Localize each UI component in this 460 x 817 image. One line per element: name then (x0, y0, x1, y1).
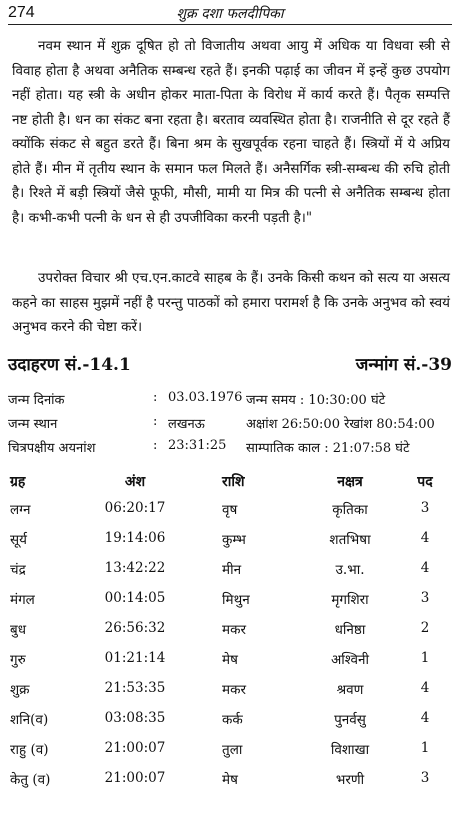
cell-rashi: मीन (222, 562, 242, 578)
column-header-nakshatra: नक्षत्र (337, 474, 363, 490)
birth-detail-colon: : (153, 414, 158, 429)
cell-ansh: 03:08:35 (104, 710, 166, 726)
cell-pad: 4 (420, 680, 430, 696)
cell-rashi: तुला (222, 742, 243, 758)
cell-graha: मंगल (10, 592, 35, 608)
table-row (0, 620, 460, 648)
cell-pad: 3 (420, 590, 430, 606)
header-rule (8, 24, 452, 25)
running-title: शुक्र दशा फलदीपिका (176, 6, 284, 22)
cell-nakshatra: कृतिका (332, 502, 368, 518)
cell-pad: 1 (420, 650, 430, 666)
cell-pad: 4 (420, 560, 430, 576)
cell-pad: 3 (420, 770, 430, 786)
birth-detail-row (8, 438, 452, 458)
quote-paragraph: नवम स्थान में शुक्र दूषित हो तो विजातीय अथवा आयु में अधिक या विधवा स्त्री से विवाह होता है अथवा अनैतिक सम्बन्ध रहते हैं। इनकी पढ़ाई का जीवन में इन्हें कुछ उपयोग नहीं होता। यह स्त्री के अधीन होकर माता-पिता के विरोध में कार्य करते हैं। पैतृक सम्पत्ति नष्ट होती है। धन का संकट बना रहता है। बरताव व्यवस्थित होता है। राजनीति से दूर रहते हैं क्योंकि संकट से बहुत डरते हैं। बिना श्रम के सुखपूर्वक रहना चाहते हैं। स्त्रियों में ये अप्रिय होते हैं। मीन में तृतीय स्थान के समान फल मिलते हैं। अनैसर्गिक स्त्री-सम्बन्ध की रुचि होती है। रिश्ते में बड़ी स्त्रियों जैसे फूफी, मौसी, मामी या मित्र की पत्नी से अनैतिक सम्बन्ध होता है। कभी-कभी पत्नी के धन से ही उपजीविका करनी पड़ती है।" (12, 38, 450, 226)
birth-detail-label: चित्रपक्षीय अयनांश (8, 441, 96, 456)
table-row (0, 680, 460, 708)
cell-rashi: मेष (222, 652, 238, 668)
remark-paragraph: उपरोक्त विचार श्री एच.एन.काटवे साहब के हैं। उनके किसी कथन को सत्य या असत्य कहने का साहस मुझमें नहीं है परन्तु पाठकों को हमारा परामर्श है कि उनके अनुभव को स्वयं अनुभव करने की चेष्टा करें। (12, 270, 450, 335)
cell-rashi: कर्क (222, 712, 243, 728)
cell-graha: बुध (10, 622, 27, 638)
birth-detail-right: साम्पातिक काल : 21:07:58 घंटे (246, 441, 410, 456)
cell-rashi: वृष (222, 502, 238, 518)
page-number: 274 (8, 4, 35, 21)
birth-detail-colon: : (153, 438, 158, 453)
column-header-graha: ग्रह (10, 474, 26, 490)
cell-pad: 2 (420, 620, 430, 636)
cell-rashi: मकर (222, 682, 246, 698)
table-row (0, 740, 460, 768)
birth-detail-row (8, 390, 452, 410)
cell-ansh: 21:00:07 (104, 770, 166, 786)
cell-ansh: 13:42:22 (104, 560, 166, 576)
cell-rashi: मेष (222, 772, 238, 788)
example-number: उदाहरण सं.-14.1 (8, 355, 131, 375)
cell-ansh: 19:14:06 (104, 530, 166, 546)
cell-nakshatra: भरणी (335, 772, 365, 788)
birth-detail-label: जन्म दिनांक (8, 393, 65, 408)
cell-ansh: 00:14:05 (104, 590, 166, 606)
cell-nakshatra: धनिष्ठा (334, 622, 366, 638)
cell-nakshatra: श्रवण (336, 682, 364, 698)
cell-ansh: 06:20:17 (104, 500, 166, 516)
birth-detail-value: 23:31:25 (168, 438, 227, 453)
cell-nakshatra: शतभिषा (329, 532, 371, 548)
cell-graha: राहु (व) (10, 742, 49, 758)
table-row (0, 650, 460, 678)
horoscope-number: जन्मांग सं.-39 (355, 355, 452, 375)
cell-ansh: 26:56:32 (104, 620, 166, 636)
column-header-rashi: राशि (222, 474, 245, 490)
cell-pad: 1 (420, 740, 430, 756)
cell-nakshatra: उ.भा. (335, 562, 365, 578)
birth-detail-colon: : (153, 390, 158, 405)
table-row (0, 770, 460, 798)
table-row (0, 590, 460, 618)
birth-detail-value: लखनऊ (168, 417, 205, 432)
cell-nakshatra: पुनर्वसु (334, 712, 366, 728)
cell-pad: 3 (420, 500, 430, 516)
birth-detail-label: जन्म स्थान (8, 417, 58, 432)
table-row (0, 560, 460, 588)
column-header-ansh: अंश (124, 474, 146, 490)
table-row (0, 530, 460, 558)
birth-detail-right: अक्षांश 26:50:00 रेखांश 80:54:00 (246, 417, 435, 432)
cell-rashi: मकर (222, 622, 246, 638)
cell-ansh: 21:00:07 (104, 740, 166, 756)
cell-graha: शनि(व) (10, 712, 49, 728)
column-header-pad: पद (417, 474, 433, 490)
cell-graha: चंद्र (10, 562, 26, 578)
cell-graha: शुक्र (10, 682, 30, 698)
cell-rashi: मिथुन (222, 592, 250, 608)
cell-nakshatra: मृगशिरा (331, 592, 369, 608)
cell-graha: सूर्य (10, 532, 27, 548)
cell-pad: 4 (420, 530, 430, 546)
cell-ansh: 21:53:35 (104, 680, 166, 696)
birth-detail-row (8, 414, 452, 434)
cell-ansh: 01:21:14 (104, 650, 166, 666)
page-header (8, 4, 452, 26)
cell-rashi: कुम्भ (222, 532, 246, 548)
cell-graha: गुरु (10, 652, 26, 668)
table-row (0, 500, 460, 528)
cell-nakshatra: विशाखा (330, 742, 370, 758)
example-heading (8, 352, 452, 380)
cell-graha: केतु (व) (10, 772, 51, 788)
birth-detail-right: जन्म समय : 10:30:00 घंटे (246, 393, 386, 408)
birth-detail-value: 03.03.1976 (168, 390, 243, 405)
cell-pad: 4 (420, 710, 430, 726)
planet-table-header (0, 472, 460, 496)
cell-nakshatra: अश्विनी (330, 652, 370, 668)
cell-graha: लग्न (10, 502, 31, 518)
table-row (0, 710, 460, 738)
